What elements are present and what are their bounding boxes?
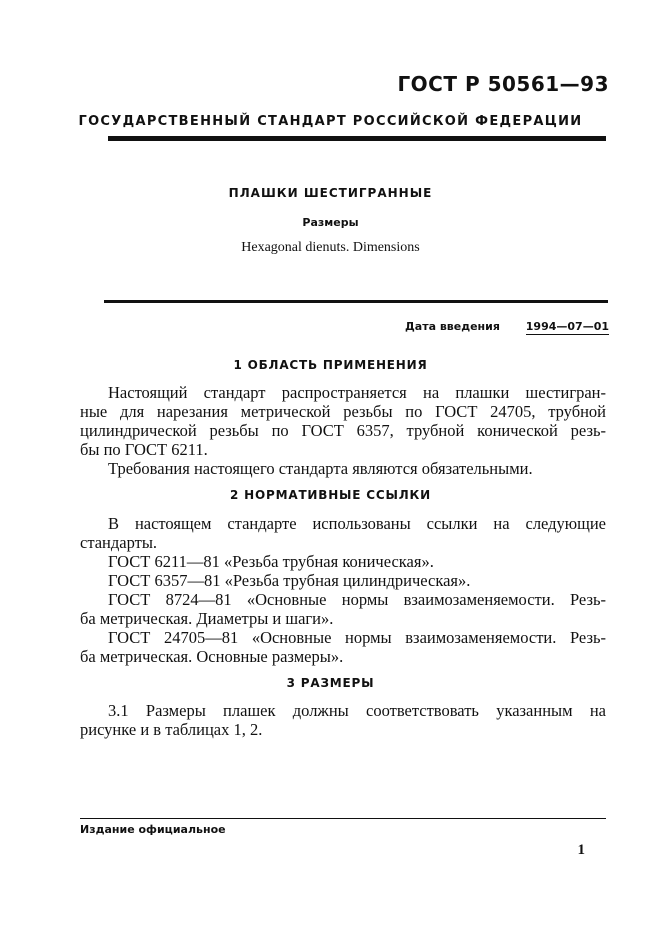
paragraph-line: ба метрическая. Основные размеры». bbox=[80, 647, 344, 666]
title-rule bbox=[104, 300, 608, 303]
paragraph-line: рисунке и в таблицах 1, 2. bbox=[80, 720, 263, 739]
footer-rule bbox=[80, 818, 606, 819]
paragraph-line: ба метрическая. Диаметры и шаги». bbox=[80, 609, 334, 628]
header-rule bbox=[108, 136, 606, 141]
page-number: 1 bbox=[577, 842, 585, 858]
paragraph-line: ГОСТ 8724—81 «Основные нормы взаимозаменяемости. Резь- bbox=[108, 590, 606, 609]
gost-number: ГОСТ Р 50561—93 bbox=[397, 72, 609, 96]
paragraph-line: 3.1 Размеры плашек должны соответствовать указанным на bbox=[108, 701, 606, 720]
paragraph-line: Требования настоящего стандарта являются обязательными. bbox=[108, 459, 533, 478]
paragraph-line: Настоящий стандарт распространяется на плашки шестигран- bbox=[108, 383, 606, 402]
document-title: ПЛАШКИ ШЕСТИГРАННЫЕ bbox=[228, 186, 433, 200]
paragraph-line: В настоящем стандарте использованы ссылки на следующие bbox=[108, 514, 606, 533]
paragraph-line: бы по ГОСТ 6211. bbox=[80, 440, 208, 459]
paragraph-line: ГОСТ 6357—81 «Резьба трубная цилиндрическая». bbox=[108, 571, 471, 590]
paragraph-line: цилиндрической резьбы по ГОСТ 6357, трубной конической резь- bbox=[80, 421, 606, 440]
edition-label: Издание официальное bbox=[80, 823, 226, 836]
document-title-english: Hexagonal dienuts. Dimensions bbox=[241, 240, 420, 255]
introduction-date-label: Дата введения bbox=[404, 320, 500, 333]
section-heading: 3 РАЗМЕРЫ bbox=[286, 676, 375, 690]
introduction-date bbox=[405, 320, 609, 333]
paragraph-line: стандарты. bbox=[80, 533, 158, 552]
paragraph-line: ные для нарезания метрической резьбы по ГОСТ 24705, трубной bbox=[80, 402, 606, 421]
document-subtitle: Размеры bbox=[302, 216, 359, 229]
paragraph-line: ГОСТ 6211—81 «Резьба трубная коническая». bbox=[108, 552, 434, 571]
section-heading: 2 НОРМАТИВНЫЕ ССЫЛКИ bbox=[230, 488, 431, 502]
state-standard-banner: ГОСУДАРСТВЕННЫЙ СТАНДАРТ РОССИЙСКОЙ ФЕДЕРАЦИИ bbox=[78, 114, 583, 129]
introduction-date-value: 1994—07—01 bbox=[525, 320, 609, 333]
section-heading: 1 ОБЛАСТЬ ПРИМЕНЕНИЯ bbox=[233, 358, 428, 372]
paragraph-line: ГОСТ 24705—81 «Основные нормы взаимозаменяемости. Резь- bbox=[108, 628, 606, 647]
